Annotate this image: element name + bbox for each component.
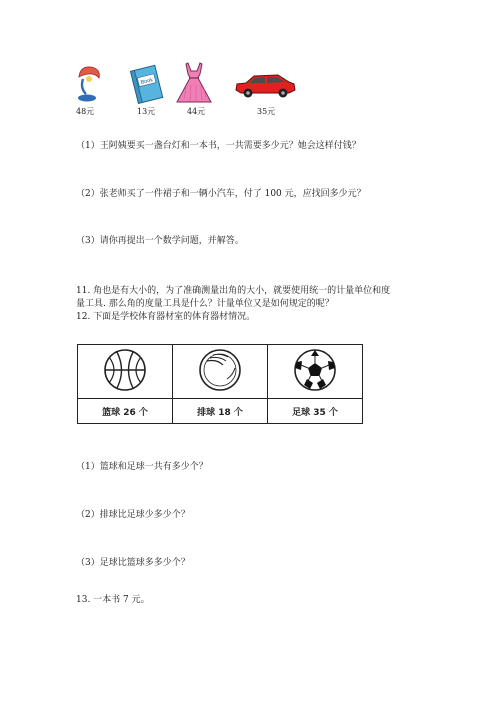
question-13: 13. 一本书 7 元。 [76,595,150,605]
question-11-line-2: 量工具. 那么角的度量工具是什么？计量单位又是如何规定的呢？ [76,299,334,309]
question-11-line-1: 11. 角也是有大小的，为了准确测量出角的大小，就要使用统一的计量单位和度 [76,286,391,296]
toy-car-icon [233,72,297,100]
basketball-icon [102,347,148,393]
volleyball-label: 排球 18 个 [173,399,268,424]
dress-icon [174,59,214,105]
table-question-1: （1）篮球和足球一共有多少个？ [76,462,208,472]
volleyball-cell [173,345,268,399]
desk-lamp-icon [74,64,104,104]
car-price: 35元 [257,107,276,116]
book-cover-text: Book [140,77,154,87]
dress-price: 44元 [187,107,206,116]
soccer-ball-label: 足球 35 个 [268,399,363,424]
volleyball-icon [197,347,243,393]
basketball-label: 篮球 26 个 [78,399,173,424]
book-icon [126,62,166,106]
basketball-cell [78,345,173,399]
question-11 [76,285,456,311]
equipment-table [77,344,363,424]
soccer-ball-icon [292,347,338,393]
question-12: 12. 下面是学校体育器材室的体育器材情况。 [76,312,256,322]
question-3: （3）请你再提出一个数学问题，并解答。 [76,236,244,246]
question-1: （1）王阿姨要买一盏台灯和一本书，一共需要多少元？她会这样付钱？ [76,141,361,151]
table-question-2: （2）排球比足球少多少个？ [76,510,190,520]
soccer-ball-cell [268,345,363,399]
question-2: （2）张老师买了一件裙子和一辆小汽车，付了 100 元，应找回多少元？ [76,189,366,199]
lamp-price: 48元 [76,107,95,116]
table-question-3: （3）足球比篮球多多少个？ [76,558,190,568]
book-price: 13元 [137,107,156,116]
